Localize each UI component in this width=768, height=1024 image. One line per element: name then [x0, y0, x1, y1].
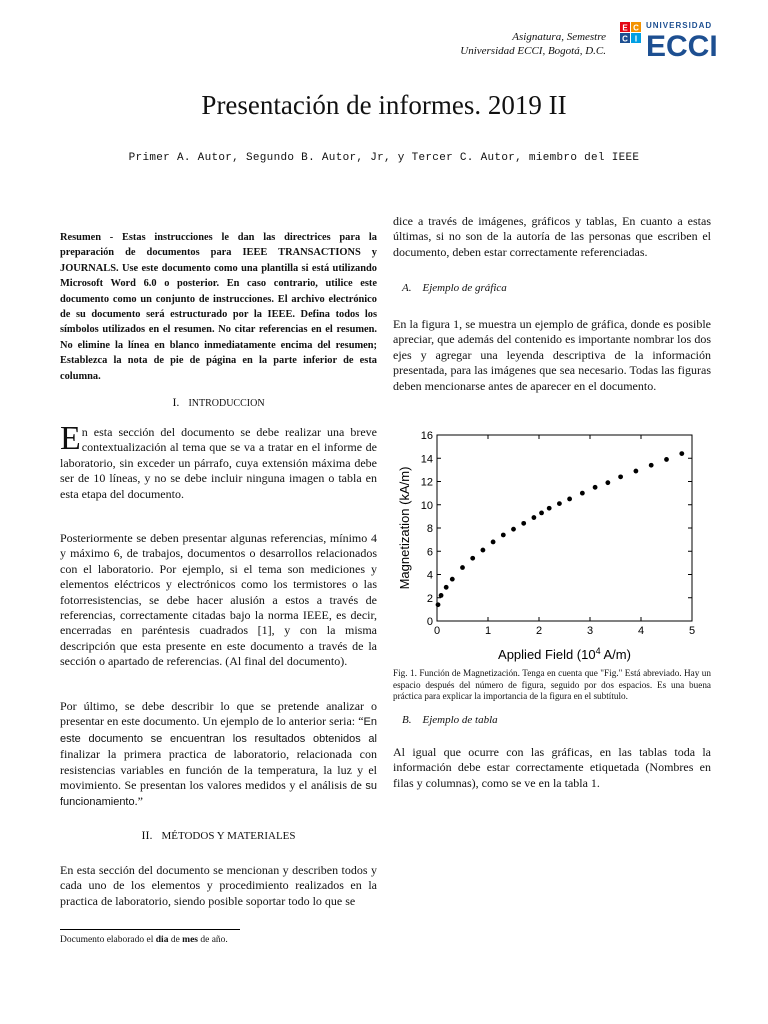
footnote: [60, 935, 228, 945]
drop-cap: E: [60, 420, 81, 457]
data-point: [593, 485, 598, 490]
subsection-a-heading: [402, 282, 507, 294]
data-point: [521, 521, 526, 526]
data-point: [436, 602, 441, 607]
section-number: II.: [141, 828, 153, 842]
y-tick-label: 14: [420, 453, 433, 466]
logo-top-text: UNIVERSIDAD: [646, 21, 713, 30]
university-logo: [620, 18, 732, 64]
quote-open: “: [358, 714, 364, 729]
data-point: [605, 480, 610, 485]
quote-rest: finalizar la primera practica de laboratorio, relacionada con resistencias variables en función de la temperatura, la luz y el movimiento. Se presentan los valores medidos y el análisis de: [60, 747, 377, 793]
intro-paragraph-1: [60, 420, 377, 502]
footnote-mes: mes: [182, 935, 198, 945]
x-tick-label: 2: [535, 625, 543, 637]
data-point: [501, 533, 506, 538]
section-heading-intro: [60, 395, 377, 410]
y-tick-label: 8: [426, 523, 433, 535]
subsection-letter: A.: [402, 282, 412, 294]
data-point: [557, 501, 562, 506]
data-point: [532, 515, 537, 520]
data-point: [664, 457, 669, 462]
quote-mono: En este documento se encuentran los resultados obtenidos al: [60, 716, 378, 745]
right-paragraph-b: Al igual que ocurre con las gráficas, en las tablas toda la información debe estar correctamente etiquetada (Nombres en filas y columnas), como se ve en la tabla 1.: [393, 745, 711, 790]
x-axis-label: Applied Field ($10^4$ A/m): [498, 646, 631, 662]
intro-p1-text: n esta sección del documento se debe realizar una breve contextualización al tema que se va a tratar en el informe de laboratorio, sin exceder un párrafo, cuya extensión máxima debe ser de 10 líneas, y no se debe incluir ninguna imagen o tabla en esta etapa del documento.: [60, 425, 377, 501]
authors: Primer A. Autor, Segundo B. Autor, Jr, y Tercer C. Autor, miembro del IEEE: [128, 152, 640, 164]
data-point: [618, 474, 623, 479]
section-heading-methods: [60, 828, 377, 843]
course-header: [460, 30, 606, 58]
data-point: [567, 497, 572, 502]
course-line: Asignatura, Semestre: [512, 31, 606, 43]
footnote-post: de año.: [198, 935, 228, 945]
subsection-letter: B.: [402, 714, 412, 726]
magnetization-chart: [393, 422, 711, 667]
data-point: [470, 556, 475, 561]
intro-paragraph-3: [60, 699, 377, 811]
x-tick-label: 3: [586, 625, 594, 637]
right-paragraph-0: dice a través de imágenes, gráficos y tablas, En cuanto a estas últimas, si no son de la autoría de las personas que escriben el documento, deben estar correctamente referenciadas.: [393, 214, 711, 259]
section-title: INTRODUCCION: [188, 398, 265, 409]
subsection-title: Ejemplo de gráfica: [422, 282, 507, 294]
logo-main-text: ECCI: [646, 30, 718, 63]
data-point: [481, 548, 486, 553]
subsection-b-heading: [402, 714, 498, 726]
quote-mono-2: su funcionamiento: [60, 780, 378, 809]
x-tick-label: 5: [688, 625, 696, 637]
paper-title: Presentación de informes. 2019 II: [201, 90, 567, 120]
data-point: [460, 565, 465, 570]
data-point: [580, 491, 585, 496]
data-point: [450, 577, 455, 582]
y-tick-label: 6: [426, 546, 433, 559]
logo-letter-c1: C: [633, 23, 639, 33]
y-tick-label: 12: [420, 476, 433, 489]
quote-close: .”: [134, 794, 143, 809]
figure-caption: Fig. 1. Función de Magnetización. Tenga en cuenta que "Fig." Está abreviado. Hay un espacio después del número de figura, seguido por dos espacios. Es una buena práctica para explicar la importancia de la figura en el subtítulo.: [393, 668, 711, 701]
y-tick-label: 10: [420, 499, 433, 512]
data-point: [439, 593, 444, 598]
section-title: MÉTODOS Y MATERIALES: [161, 830, 296, 842]
abstract: Resumen - Estas instrucciones le dan las directrices para la preparación de documentos para IEEE TRANSACTIONS y JOURNALS. Use este documento como una plantilla si está utilizando Microsoft Word 6.0 o posterior. En caso contrario, utilice este documento como un conjunto de instrucciones. El archivo electrónico de su documento será estructurado por la IEEE. Defina todos los símbolos utilizados en el resumen. No citar referencias en el resumen. No elimine la línea en blanco inmediatamente encima del resumen; Establezca la nota de pie de página en la parte inferior de esta columna.: [60, 232, 377, 382]
y-tick-label: 2: [426, 592, 433, 605]
right-paragraph-a: En la figura 1, se muestra un ejemplo de gráfica, donde es posible apreciar, que además del contenido es importante nombrar los dos ejes y agregar una leyenda descriptiva de la información presentada, para las imágenes que sea necesario. Todas las figuras deben mencionarse antes de aparecer en el documento.: [393, 317, 711, 393]
y-tick-label: 16: [420, 430, 433, 442]
x-tick-label: 4: [637, 625, 645, 637]
intro-p3-text: Por último, se debe describir lo que se pretende analizar o presentar en este documento. Un ejemplo de lo anterior seria:: [60, 699, 377, 729]
footnote-pre: Documento elaborado el: [60, 935, 156, 945]
y-tick-label: 0: [426, 616, 433, 628]
data-point: [491, 540, 496, 545]
footnote-dia: dia: [155, 935, 169, 945]
data-point: [539, 510, 544, 515]
methods-paragraph-1: En esta sección del documento se mencionan y describen todos y cada uno de los elementos y procedimiento realizados en la practica de laboratorio, siendo posible soportar todo lo que se: [60, 863, 377, 908]
y-tick-label: 4: [426, 569, 433, 582]
y-axis-label: Magnetization (kA/m): [397, 466, 412, 590]
logo-letter-c2: C: [622, 34, 628, 44]
footnote-mid: de: [168, 935, 183, 945]
data-point: [444, 585, 449, 590]
figure-1: [393, 422, 711, 667]
logo-letter-i: I: [634, 34, 638, 44]
university-line: Universidad ECCI, Bogotá, D.C.: [460, 45, 606, 57]
x-tick-label: 1: [484, 625, 492, 637]
data-point: [511, 527, 516, 532]
intro-paragraph-2: Posteriormente se deben presentar algunas referencias, mínimo 4 y máximo 6, de trabajos, documentos o desarrollos relacionados con el laboratorio. Por ejemplo, si el tema son mediciones y elementos eléctricos y electrónicos como los termistores o las fotorresistencias, se debe hacer alusión a estos a través de referencias, correctamente citadas bajo la norma IEEE, es decir, encerradas en paréntesis cuadrados [1], y con la misma descripción que esta presente en este documento a través de la sección o apartado de referencias. (Al final del documento).: [60, 531, 377, 669]
x-tick-label: 0: [433, 625, 441, 637]
subsection-title: Ejemplo de tabla: [422, 714, 498, 726]
plot-frame: [437, 435, 692, 621]
data-point: [649, 463, 654, 468]
data-point: [634, 469, 639, 474]
footnote-divider: [60, 929, 240, 930]
data-point: [679, 451, 684, 456]
logo-letter-e: E: [622, 23, 628, 33]
section-number: I.: [172, 395, 180, 409]
data-point: [547, 506, 552, 511]
